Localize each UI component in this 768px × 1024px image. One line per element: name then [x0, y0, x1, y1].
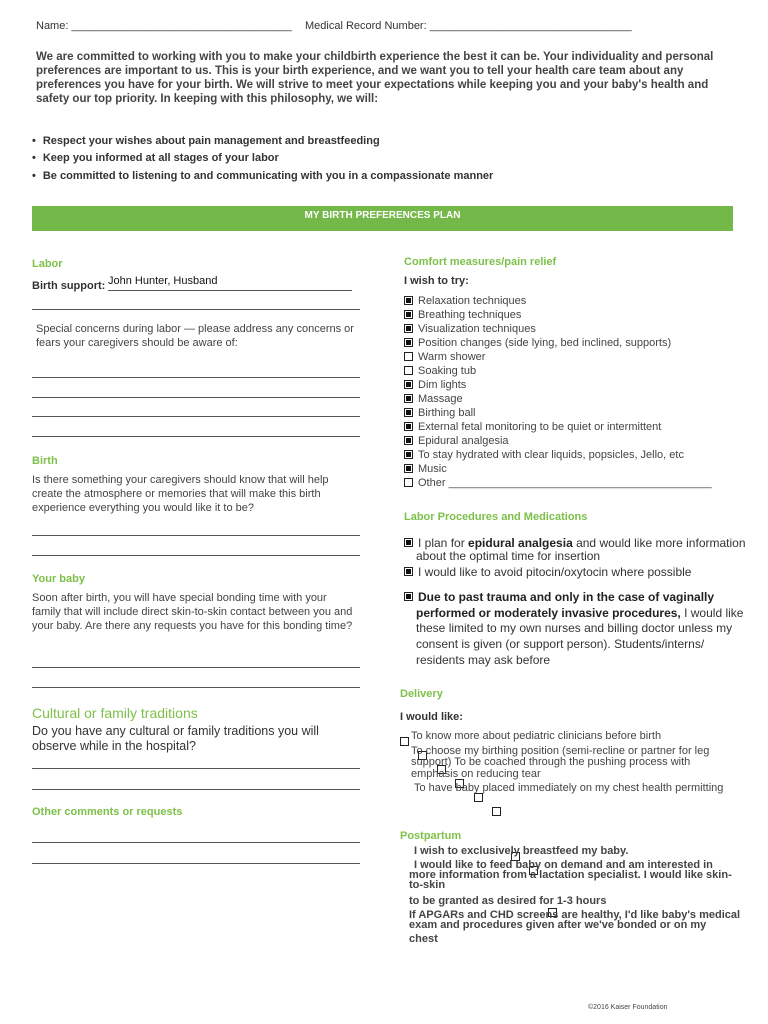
comfort-checkbox[interactable]	[404, 464, 413, 473]
comfort-checkbox[interactable]	[404, 436, 413, 445]
procedure-text: I would like to avoid pitocin/oxytocin where possible	[418, 565, 692, 579]
procedure-text: and would like more information	[572, 536, 746, 550]
comfort-option	[404, 420, 661, 434]
comfort-checkbox[interactable]	[404, 450, 413, 459]
postpartum-option-text: If APGARs and CHD screens are healthy, I'd like baby's medical	[409, 909, 741, 921]
procedure-emphasis: epidural analgesia	[468, 536, 573, 550]
delivery-option-text: To have baby placed immediately on my chest health permitting	[414, 782, 724, 794]
answer-line	[32, 309, 360, 310]
comfort-option-label: External fetal monitoring to be quiet or intermittent	[418, 421, 662, 433]
comfort-option	[404, 308, 521, 322]
answer-line[interactable]	[32, 555, 360, 556]
checkbox-delivery-6[interactable]	[492, 807, 501, 816]
checkbox-delivery-1[interactable]	[400, 737, 409, 746]
commitment-item: • Respect your wishes about pain management and breastfeeding	[32, 135, 380, 147]
answer-line[interactable]	[32, 687, 360, 688]
comfort-option-label: Breathing techniques	[418, 309, 522, 321]
procedure-text-continued	[416, 606, 743, 621]
cultural-traditions-heading: Cultural or family traditions	[32, 705, 198, 721]
postpartum-option-text: more information from a lactation specialist. I would like skin-	[409, 869, 732, 881]
procedure-text: Due to past trauma and only in the case of vaginally	[418, 590, 715, 604]
labor-procedures-heading: Labor Procedures and Medications	[404, 511, 588, 523]
other-comments-heading: Other comments or requests	[32, 806, 183, 818]
procedure-option-trauma	[404, 590, 714, 605]
procedure-text-continued: consent is given (or support person). Students/interns/	[416, 637, 705, 651]
comfort-option-label: Position changes (side lying, bed inclined, supports)	[418, 337, 672, 349]
comfort-option	[404, 336, 671, 350]
postpartum-option-text: to-skin	[409, 879, 446, 891]
comfort-checkbox[interactable]	[404, 408, 413, 417]
answer-line[interactable]	[32, 768, 360, 769]
your-baby-heading: Your baby	[32, 573, 85, 585]
delivery-option-text: emphasis on reducing tear	[411, 768, 541, 780]
postpartum-option-text: chest	[409, 933, 438, 945]
postpartum-option-text: exam and procedures given after we've bonded or on my	[409, 919, 707, 931]
answer-line[interactable]	[32, 377, 360, 378]
comfort-option	[404, 476, 712, 490]
comfort-option	[404, 322, 536, 336]
procedure-text-continued: about the optimal time for insertion	[416, 549, 601, 563]
name-field-label: Name: ____________________________________	[36, 20, 292, 32]
comfort-checkbox[interactable]	[404, 366, 413, 375]
comfort-checkbox[interactable]	[404, 380, 413, 389]
comfort-option	[404, 406, 475, 420]
comfort-option	[404, 364, 476, 378]
delivery-subtitle: I would like:	[400, 711, 463, 723]
answer-line[interactable]	[32, 789, 360, 790]
commitment-item: • Be committed to listening to and communicating with you in a compassionate manner	[32, 170, 493, 182]
procedure-text: I plan for	[418, 536, 469, 550]
postpartum-option-text: to be granted as desired for 1-3 hours	[409, 895, 607, 907]
birth-prompt: Is there something your caregivers should know that will help create the atmosphere or memories that will make this birth experience everything you would like it to be?	[32, 474, 329, 514]
commitment-item: • Keep you informed at all stages of your labor	[32, 152, 279, 164]
delivery-option-text: support) To be coached through the pushing process with	[411, 756, 691, 768]
your-baby-prompt: Soon after birth, you will have special bonding time with your family that will include direct skin-to-skin contact between you and your baby. Are there any requests you have for this bonding time?	[32, 592, 353, 632]
answer-line[interactable]	[32, 416, 360, 417]
comfort-option	[404, 434, 509, 448]
comfort-subtitle: I wish to try:	[404, 275, 469, 287]
comfort-checkbox[interactable]	[404, 338, 413, 347]
cultural-traditions-prompt: Do you have any cultural or family traditions you will observe while in the hospital?	[32, 724, 319, 753]
intro-paragraph: We are committed to working with you to make your childbirth experience the best it can be. Your individuality and personal preferences are important to us. This is your birth experience, and we want you to tell your health care team about any preferences you have for your birth. We will strive to meet your expectations while keeping you and your baby's health and safety our top priority. In keeping with this philosophy, we will:	[36, 51, 714, 105]
procedure-text-continued: residents may ask before	[416, 653, 551, 667]
comfort-checkbox[interactable]	[404, 422, 413, 431]
answer-line[interactable]	[32, 667, 360, 668]
checkbox-pitocin[interactable]	[404, 567, 413, 576]
answer-line[interactable]	[32, 863, 360, 864]
comfort-option	[404, 392, 463, 406]
birth-heading: Birth	[32, 455, 58, 467]
comfort-option	[404, 294, 526, 308]
medical-record-number-label: Medical Record Number: _________________________________	[305, 20, 632, 32]
comfort-option-label: Music	[418, 463, 447, 475]
comfort-option-label: To stay hydrated with clear liquids, popsicles, Jello, etc	[418, 449, 684, 461]
comfort-option-label: Warm shower	[418, 351, 486, 363]
checkbox-delivery-5[interactable]	[474, 793, 483, 802]
comfort-checkbox[interactable]	[404, 310, 413, 319]
comfort-option	[404, 462, 447, 476]
answer-line[interactable]	[32, 842, 360, 843]
procedure-text-continued: these limited to my own nurses and billing doctor unless my	[416, 621, 733, 635]
comfort-option-label: Dim lights	[418, 379, 467, 391]
comfort-option	[404, 350, 485, 364]
comfort-option-label: Soaking tub	[418, 365, 477, 377]
comfort-option-label: Massage	[418, 393, 463, 405]
answer-line[interactable]	[32, 535, 360, 536]
checkbox-trauma[interactable]	[404, 592, 413, 601]
checkbox-epidural[interactable]	[404, 538, 413, 547]
answer-line[interactable]	[32, 397, 360, 398]
comfort-option-label: Relaxation techniques	[418, 295, 527, 307]
comfort-option-label: Visualization techniques	[418, 323, 536, 335]
comfort-checkbox[interactable]	[404, 324, 413, 333]
section-banner: MY BIRTH PREFERENCES PLAN	[32, 206, 733, 231]
comfort-option-label: Other ___________________________________________	[418, 477, 712, 489]
delivery-option-text: To choose my birthing position (semi-recline or partner for leg	[411, 745, 710, 757]
postpartum-option-text: I wish to exclusively breastfeed my baby.	[414, 845, 629, 857]
labor-concerns-prompt: Special concerns during labor — please address any concerns or fears your caregivers should be aware of:	[36, 323, 354, 349]
comfort-option-label: Birthing ball	[418, 407, 476, 419]
birth-support-field[interactable]: John Hunter, Husband	[108, 275, 352, 291]
delivery-option-text: To know more about pediatric clinicians before birth	[411, 730, 662, 742]
comfort-measures-heading: Comfort measures/pain relief	[404, 256, 557, 268]
comfort-checkbox[interactable]	[404, 478, 413, 487]
comfort-option-label: Epidural analgesia	[418, 435, 509, 447]
comfort-checkbox[interactable]	[404, 352, 413, 361]
postpartum-heading: Postpartum	[400, 830, 462, 842]
postpartum-option-text: I would like to feed baby on demand and am interested in	[414, 859, 713, 871]
procedure-option-pitocin	[404, 565, 691, 580]
delivery-heading: Delivery	[400, 688, 443, 700]
birth-support-label: Birth support:	[32, 280, 106, 292]
labor-heading: Labor	[32, 258, 63, 270]
answer-line[interactable]	[32, 436, 360, 437]
comfort-checkbox[interactable]	[404, 394, 413, 403]
comfort-option	[404, 448, 684, 462]
copyright-footer: ©2016 Kaiser Foundation	[588, 1004, 668, 1011]
comfort-checkbox[interactable]	[404, 296, 413, 305]
procedure-emphasis: performed or moderately invasive procedures,	[416, 606, 681, 620]
comfort-option	[404, 378, 466, 392]
procedure-text: I would like	[680, 606, 744, 620]
